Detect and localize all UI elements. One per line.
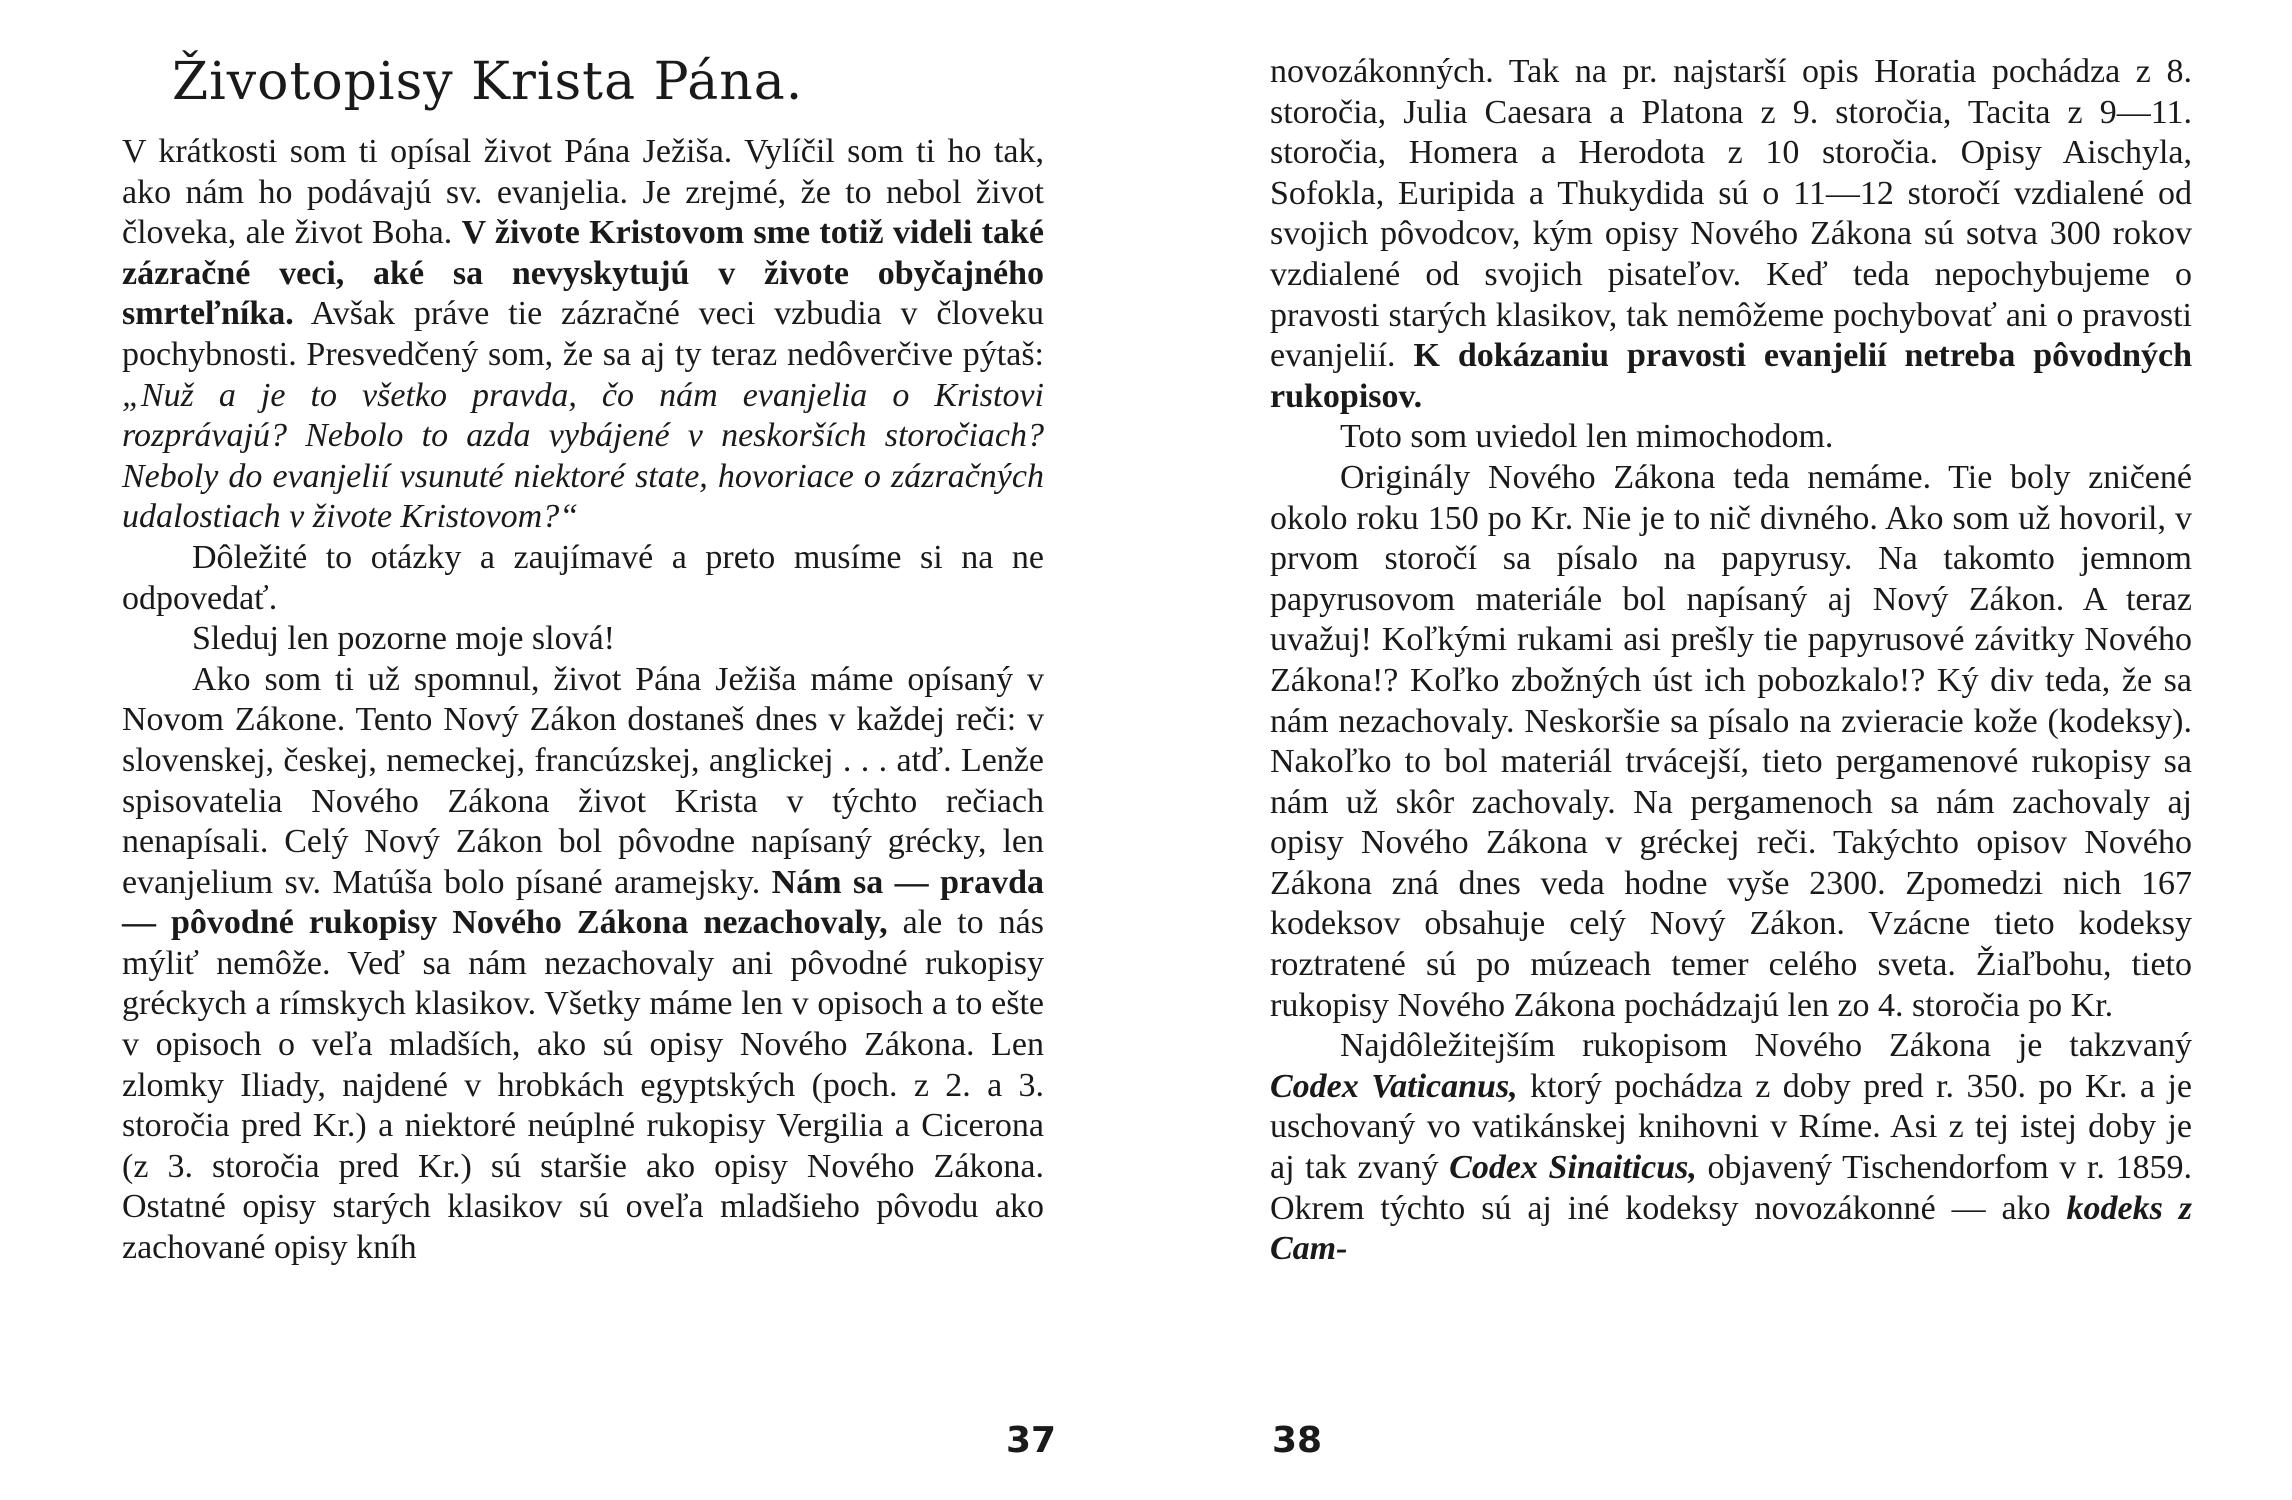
text-run: Dôležité to otázky a zaujímavé a preto musíme si na ne odpovedať. (122, 538, 1044, 617)
text-run: Sleduj len pozorne moje slová! (192, 620, 616, 658)
right-paragraph-3 (1270, 458, 2192, 1026)
text-run: Originály Nového Zákona teda nemáme. Tie boly zničené okolo roku 150 po Kr. Nie je to nič divného. Ako som už hovoril, v prvom storočí sa písalo na papyrusy. Na takomto jemnom papyrusovom materiále bol napísaný aj Nový Zákon. A teraz uvažuj! Koľkými rukami asi prešly tie papyrusové závitky Nového Zákona!? Koľko zbožných úst ich pobozkalo!? Ký div teda, že sa nám nezachovaly. Neskoršie sa písalo na zvieracie kože (kodeksy). Nakoľko to bol materiál trvácejší, tieto pergamenové rukopisy sa nám už skôr zachovaly. Na pergamenoch sa nám zachovaly aj opisy Nového Zákona v gréckej reči. Takýchto opisov Nového Zákona zná dnes veda hodne vyše 2300. Zpomedzi nich 167 kodeksov obsahuje celý Nový Zákon. Vzácne tieto kodeksy roztratené sú po múzeach temer celého sveta. Žiaľbohu, tieto rukopisy Nového Zákona pochádzajú len zo 4. storočia po Kr. (1270, 458, 2192, 1024)
left-paragraph-2 (122, 538, 1044, 619)
right-page (1146, 0, 2292, 1500)
right-body-text (1270, 52, 2192, 1270)
text-run: Codex Sinaiticus, (1449, 1149, 1697, 1187)
chapter-title: Životopisy Krista Pána. (172, 52, 804, 112)
text-run: V krátkosti som ti opísal život Pána Ježiša. Vylíčil som ti ho tak, ako nám ho podávajú sv. evanjelia. Je zrejmé, že to nebol život človeka, ale život Boha. (122, 133, 1044, 252)
text-run: Codex Vaticanus, (1270, 1067, 1518, 1105)
text-run: Toto som uviedol len mimochodom. (1340, 418, 1834, 456)
text-run: K dokázaniu pravosti evanjelií netreba pôvodných rukopisov. (1270, 337, 2192, 415)
text-run: Najdôležitejším rukopisom Nového Zákona je takzvaný (1340, 1027, 2192, 1065)
text-run: ale to nás mýliť nemôže. Veď sa nám nezachovaly ani pôvodné rukopisy gréckych a rímskych klasikov. Všetky máme len v opisoch a to ešte v opisoch o veľa mladších, ako sú opisy Nového Zákona. Len zlomky Iliady, najdené v hrobkách egyptských (poch. z 2. a 3. storočia pred Kr.) a niektoré neúplné rukopisy Vergilia a Cicerona (z 3. storočia pred Kr.) sú staršie ako opisy Nového Zákona. Ostatné opisy starých klasikov sú oveľa mladšieho pôvodu ako zachované opisy kníh (122, 904, 1044, 1267)
left-paragraph-1 (122, 132, 1044, 538)
right-paragraph-2 (1270, 417, 2192, 458)
text-run: Ako som ti už spomnul, život Pána Ježiša máme opísaný v Novom Zákone. Tento Nový Zákon dostaneš dnes v každej reči: v slovenskej, českej, nemeckej, francúzskej, anglickej . . . atď. Lenže spisovatelia Nového Zákona život Krista v týchto rečiach nenapísali. Celý Nový Zákon bol pôvodne napísaný grécky, len evanjelium sv. Matúša bolo písané aramejsky. (122, 660, 1044, 901)
text-run: Nám sa — pravda — pôvodné rukopisy Nového Zákona nezachovaly, (122, 863, 1044, 942)
text-run: objavený Tischendorfom v r. 1859. Okrem týchto sú aj iné kodeksy novozákonné — ako (1270, 1149, 2192, 1227)
left-paragraph-3 (122, 619, 1044, 660)
text-run: „Nuž a je to všetko pravda, čo nám evanjelia o Kristovi rozprávajú? Nebolo to azda vybájené v neskorších storočiach? Neboly do evanjelií vsunuté niektoré state, hovoriace o zázračných udalostiach v živote Kristovom?“ (122, 376, 1044, 536)
text-run: ktorý pochádza z doby pred r. 350. po Kr. a je uschovaný vo vatikánskej knihovni v Ríme. Asi z tej istej doby je aj tak zvaný (1270, 1067, 2192, 1187)
text-run: kodeks z Cam- (1270, 1189, 2192, 1268)
page-number-left: 37 (1006, 1420, 1057, 1461)
right-paragraph-1 (1270, 52, 2192, 417)
left-paragraph-4 (122, 660, 1044, 1269)
left-body-text (122, 132, 1044, 1269)
right-paragraph-4 (1270, 1026, 2192, 1270)
page-number-right: 38 (1272, 1420, 1323, 1461)
text-run: Avšak práve tie zázračné veci vzbudia v človeku pochybnosti. Presvedčený som, že sa aj ty teraz nedôverčive pýtaš: (122, 295, 1044, 373)
text-run: V živote Kristovom sme totiž videli také zázračné veci, aké sa nevyskytujú v živote obyčajného smrteľníka. (122, 214, 1044, 333)
text-run: novozákonných. Tak na pr. najstarší opis Horatia pochádza z 8. storočia, Julia Caesara a Platona z 9. storočia, Tacita z 9—11. storočia, Homera a Herodota z 10 storočia. Opisy Aischyla, Sofokla, Euripida a Thukydida sú o 11—12 storočí vzdialené od svojich pôvodcov, kým opisy Nového Zákona sú sotva 300 rokov vzdialené od svojich pisateľov. Keď teda nepochybujeme o pravosti starých klasikov, tak nemôžeme pochybovať ani o pravosti evanjelií. (1270, 53, 2192, 375)
